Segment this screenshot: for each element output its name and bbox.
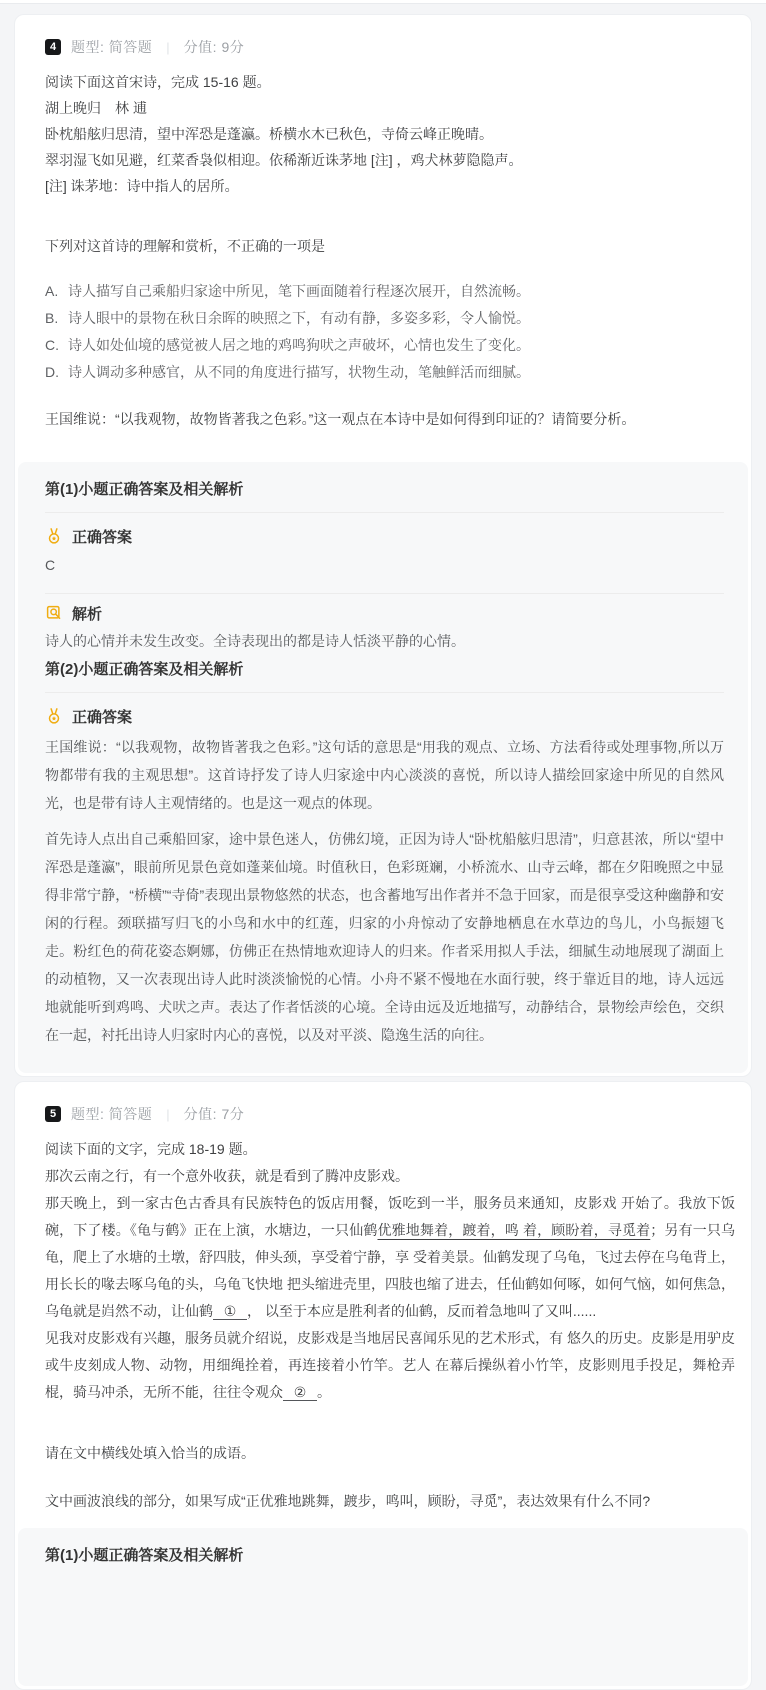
sub-question-1: 请在文中横线处填入恰当的成语。 — [45, 1445, 255, 1461]
passage-text: ；另有一只乌龟，爬上了水塘的土墩，舒四肢，伸头颈，享受着宁静，享 受着美景。仙鹤发现了乌龟，飞过去停在乌龟背上，用长长的喙去啄乌龟的头，乌龟飞快地 把头缩进壳里，四肢也缩了进去，任仙鹤如何啄，如何气恼，如何焦急，乌龟就是岿然不动，让仙鹤 — [45, 1222, 736, 1319]
question-card-4 — [14, 14, 752, 1077]
option-c-label: C. — [45, 337, 59, 353]
passage-text: 那天晚上，到一家古色古香具有民族特色的饭店用餐，饭吃到一半，服务员来通知，皮影戏 开始了。我放下饭碗，下了楼。《龟与鹤》正在上演，水塘边，一只仙鹤 — [45, 1195, 735, 1238]
passage-paragraph-1: 那次云南之行，有一个意外收获，就是看到了腾冲皮影戏。 — [45, 1168, 409, 1184]
header-divider: | — [166, 39, 170, 55]
correct-answer-text: C — [45, 557, 56, 573]
poem-line-2: 翠羽湿飞如见避，红菜香袅似相迎。依稀渐近诛茅地 [注] ，鸡犬林萝隐隐声。 — [45, 152, 523, 168]
option-a-label: A. — [45, 283, 59, 299]
question-5-header — [45, 1106, 735, 1122]
question-type-label: 题型: 简答题 — [71, 1106, 153, 1122]
passage-intro: 阅读下面的文字，完成 18-19 题。 — [45, 1141, 257, 1157]
option-a-text: 诗人描写自己乘船归家途中所见，笔下画面随着行程逐次展开，自然流畅。 — [68, 283, 530, 299]
answer-section-1-title: 第(1)小题正确答案及相关解析 — [45, 1547, 244, 1564]
answer-section-1-title: 第(1)小题正确答案及相关解析 — [45, 481, 244, 498]
answer-panel-q4 — [18, 462, 748, 1073]
medal-icon — [45, 707, 63, 725]
question-score-label: 分值: 7分 — [183, 1106, 245, 1122]
question-number-badge: 4 — [45, 39, 61, 55]
essay-question: 王国维说：“以我观物，故物皆著我之色彩。”这一观点在本诗中是如何得到印证的？请简要分析。 — [45, 411, 636, 427]
fill-blank-1: ① — [213, 1303, 247, 1320]
option-list — [45, 278, 735, 386]
correct-answer-label: 正确答案 — [72, 708, 133, 726]
analysis-label-row — [45, 602, 724, 624]
answer-2-paragraph-2: 首先诗人点出自己乘船回家，途中景色迷人，仿佛幻境，正因为诗人“卧枕船舷归思清”，归意甚浓，所以“望中浑恐是蓬瀛”，眼前所见景色竟如蓬莱仙境。时值秋日，色彩斑斓，小桥流水、山寺云峰，都在夕阳晚照之中显得非常宁静，“桥横”“寺倚”表现出景物悠然的状态，也含蓄地写出作者并不急于回家，而是很享受这种幽静和安闲的行程。颈联描写归飞的小鸟和水中的红莲，归家的小舟惊动了安静地栖息在水草边的鸟儿，小鸟振翅飞走。粉红色的荷花姿态婀娜，仿佛正在热情地欢迎诗人的归来。作者采用拟人手法，细腻生动地展现了湖面上的动植物，又一次表现出诗人此时淡淡愉悦的心情。小舟不紧不慢地在水面行驶，终于靠近目的地，诗人远远地就能听到鸡鸣、犬吠之声。表达了作者恬淡的心境。全诗由远及近地描写，动静结合，景物绘声绘色，交织在一起，衬托出诗人归家时内心的喜悦，以及对平淡、隐逸生活的向往。 — [45, 831, 724, 1043]
option-b-label: B. — [45, 310, 59, 326]
question-4-body — [15, 15, 751, 432]
answer-section-2-title: 第(2)小题正确答案及相关解析 — [45, 661, 244, 678]
header-divider: | — [166, 1106, 170, 1122]
option-c-text: 诗人如处仙境的感觉被人居之地的鸡鸣狗吠之声破坏，心情也发生了变化。 — [68, 337, 530, 353]
passage-paragraph-2 — [45, 1190, 735, 1325]
option-b — [45, 305, 735, 332]
question-number-badge: 5 — [45, 1106, 61, 1122]
option-b-text: 诗人眼中的景物在秋日余晖的映照之下，有动有静，多姿多彩，令人愉悦。 — [68, 310, 530, 326]
question-stem: 下列对这首诗的理解和赏析，不正确的一项是 — [45, 238, 325, 254]
question-type-label: 题型: 简答题 — [71, 39, 153, 55]
option-a — [45, 278, 735, 305]
passage-text: 见我对皮影戏有兴趣，服务员就介绍说，皮影戏是当地居民喜闻乐见的艺术形式，有 悠久的历史。皮影是用驴皮或牛皮刻成人物、动物，用细绳拴着，再连接着小竹竿。艺人 在幕后操纵着小竹竿，皮影则甩手投足，舞枪弄棍，骑马冲杀，无所不能，往往令观众 — [45, 1330, 735, 1400]
analysis-text: 诗人的心情并未发生改变。全诗表现出的都是诗人恬淡平静的心情。 — [45, 633, 465, 649]
option-c — [45, 332, 735, 359]
poem-title: 湖上晚归 林 逋 — [45, 100, 147, 116]
question-card-5 — [14, 1081, 752, 1690]
passage-intro: 阅读下面这首宋诗，完成 15-16 题。 — [45, 74, 271, 90]
option-d — [45, 359, 735, 386]
question-5-body — [15, 1082, 751, 1514]
passage-paragraph-3 — [45, 1325, 735, 1406]
poem-note: [注] 诛茅地：诗中指人的居所。 — [45, 178, 239, 194]
sub-question-2: 文中画波浪线的部分，如果写成“正优雅地跳舞，踱步，鸣叫，顾盼，寻觅”，表达效果有什么不同? — [45, 1493, 651, 1509]
passage-text: 。 — [317, 1384, 331, 1400]
magnifier-icon — [45, 604, 63, 622]
question-score-label: 分值: 9分 — [183, 39, 245, 55]
question-4-header — [45, 39, 735, 55]
correct-answer-label-row — [45, 525, 724, 547]
answer-2-paragraph-1: 王国维说：“以我观物，故物皆著我之色彩。”这句话的意思是“用我的观点、立场、方法看待或处理事物,所以万物都带有我的主观思想”。这首诗抒发了诗人归家途中内心淡淡的喜悦，所以诗人描绘回家途中所见的自然风光，也是带有诗人主观情绪的。也是这一观点的体现。 — [45, 739, 724, 811]
option-d-label: D. — [45, 364, 59, 380]
analysis-label: 解析 — [72, 605, 103, 623]
medal-icon — [45, 527, 63, 545]
answer-panel-q5 — [18, 1528, 748, 1686]
divider-line — [45, 692, 724, 693]
divider-line — [45, 512, 724, 513]
divider-line — [45, 593, 724, 594]
wavy-underlined-text: 优雅地舞着，踱着，鸣 着，顾盼着，寻觅着 — [377, 1222, 651, 1238]
passage-text: ， 以至于本应是胜利者的仙鹤，反而着急地叫了又叫...... — [247, 1303, 597, 1319]
fill-blank-2: ② — [283, 1384, 317, 1401]
poem-line-1: 卧枕船舷归思清，望中浑恐是蓬瀛。桥横水木已秋色，寺倚云峰正晚晴。 — [45, 126, 493, 142]
correct-answer-label: 正确答案 — [72, 528, 133, 546]
correct-answer-label-row — [45, 705, 724, 727]
previous-card-bottom-edge — [0, 0, 766, 4]
option-d-text: 诗人调动多种感官，从不同的角度进行描写，状物生动，笔触鲜活而细腻。 — [68, 364, 530, 380]
